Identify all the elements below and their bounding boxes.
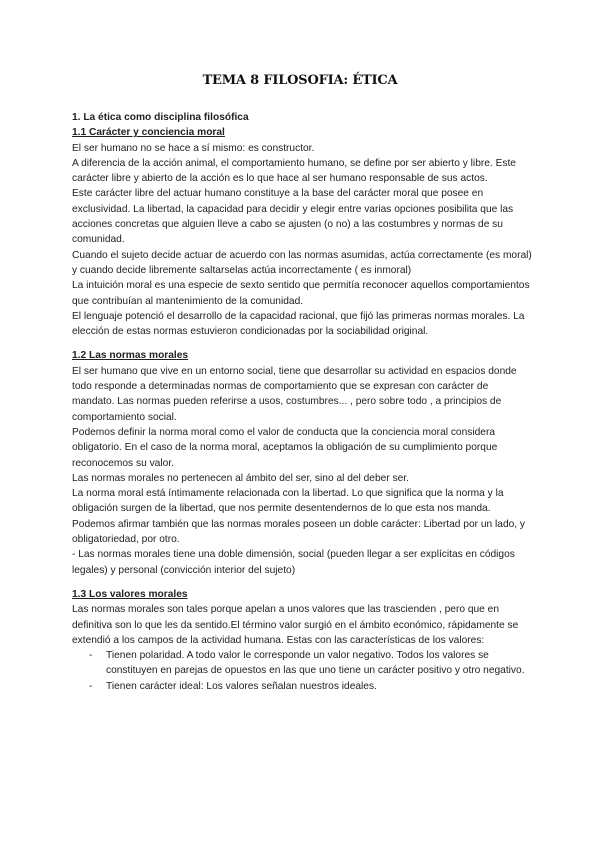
- paragraph: Las normas morales no pertenecen al ámbito del ser, sino al del deber ser.: [72, 472, 409, 484]
- paragraph: El ser humano que vive en un entorno social, tiene que desarrollar su actividad en espacios donde todo responde a determinadas normas de comportamiento que se expresan con carácter de mandato. Las normas pueden referirse a usos, costumbres... , pero sobre todo , a principios de comportamiento social.: [72, 365, 517, 423]
- paragraph: La intuición moral es una especie de sexto sentido que permitía reconocer aquellos comportamientos que contribuían al mantenimiento de la comunidad.: [72, 280, 530, 307]
- paragraph: Cuando el sujeto decide actuar de acuerdo con las normas asumidas, actúa correctamente (es moral) y cuando decide libremente saltarselas actúa incorrectamente ( es inmoral): [72, 249, 532, 276]
- spacer: [72, 578, 532, 587]
- bullet-marker: -: [89, 680, 93, 692]
- paragraph: - Las normas morales tiene una doble dimensión, social (pueden llegar a ser explícitas en códigos legales) y personal (convicción interior del sujeto): [72, 549, 515, 576]
- list-item: [72, 648, 532, 679]
- paragraph: Las normas morales son tales porque apelan a unos valores que las trascienden , pero que en definitiva son lo que les da sentido.El término valor surgió en el ámbito económico, rápidamente se extendió a los campos de la actividad humana. Estas con las características de los valores:: [72, 604, 519, 646]
- values-characteristics-list: [72, 648, 532, 694]
- document-title: TEMA 8 FILOSOFIA: ÉTICA: [202, 73, 398, 88]
- section-heading-ethics: 1. La ética como disciplina filosófica: [72, 112, 249, 123]
- list-item-text: Tienen polaridad. A todo valor le corresponde un valor negativo. Todos los valores se constituyen en parejas de opuestos en las que uno tiene un carácter positivo y otro negativo.: [106, 650, 525, 677]
- paragraph: Podemos afirmar también que las normas morales poseen un doble carácter: Libertad por un lado, y obligatoriedad, por otro.: [72, 518, 526, 546]
- paragraph: A diferencia de la acción animal, el comportamiento humano, se define por ser abierto y libre. Este carácter libre y abierto de la acción es lo que hace al ser humano responsable de sus actos.: [72, 157, 516, 185]
- paragraph: Este carácter libre del actuar humano constituye a la base del carácter moral que posee en exclusividad. La libertad, la capacidad para decidir y elegir entre varias opciones posibilita que las acciones concretas que alguien lleve a cabo se ajusten (o no) a las costumbres y normas de su comunidad.: [72, 188, 514, 246]
- paragraph: La norma moral está íntimamente relacionada con la libertad. Lo que significa que la norma y la obligación surgen de la libertad, que nos permite desentendernos de lo que esta nos manda.: [72, 488, 504, 515]
- subsection-heading-character: 1.1 Carácter y conciencia moral: [72, 127, 225, 139]
- spacer: [72, 339, 532, 348]
- paragraph: El ser humano no se hace a sí mismo: es constructor.: [72, 142, 315, 154]
- paragraph: El lenguaje potenció el desarrollo de la capacidad racional, que fijó las primeras normas morales. La elección de estas normas estuvieron condicionadas por la sociabilidad original.: [72, 310, 525, 338]
- subsection-heading-norms: 1.2 Las normas morales: [72, 350, 189, 362]
- bullet-marker: -: [89, 650, 93, 662]
- list-item: [72, 679, 532, 694]
- document-body: [72, 110, 532, 694]
- list-item-text: Tienen carácter ideal: Los valores señalan nuestros ideales.: [106, 680, 377, 692]
- paragraph: Podemos definir la norma moral como el valor de conducta que la conciencia moral considera obligatorio. En el caso de la norma moral, aceptamos la obligación de su cumplimiento porque reconocemos su valor.: [72, 426, 498, 469]
- subsection-heading-values: 1.3 Los valores morales: [72, 588, 188, 600]
